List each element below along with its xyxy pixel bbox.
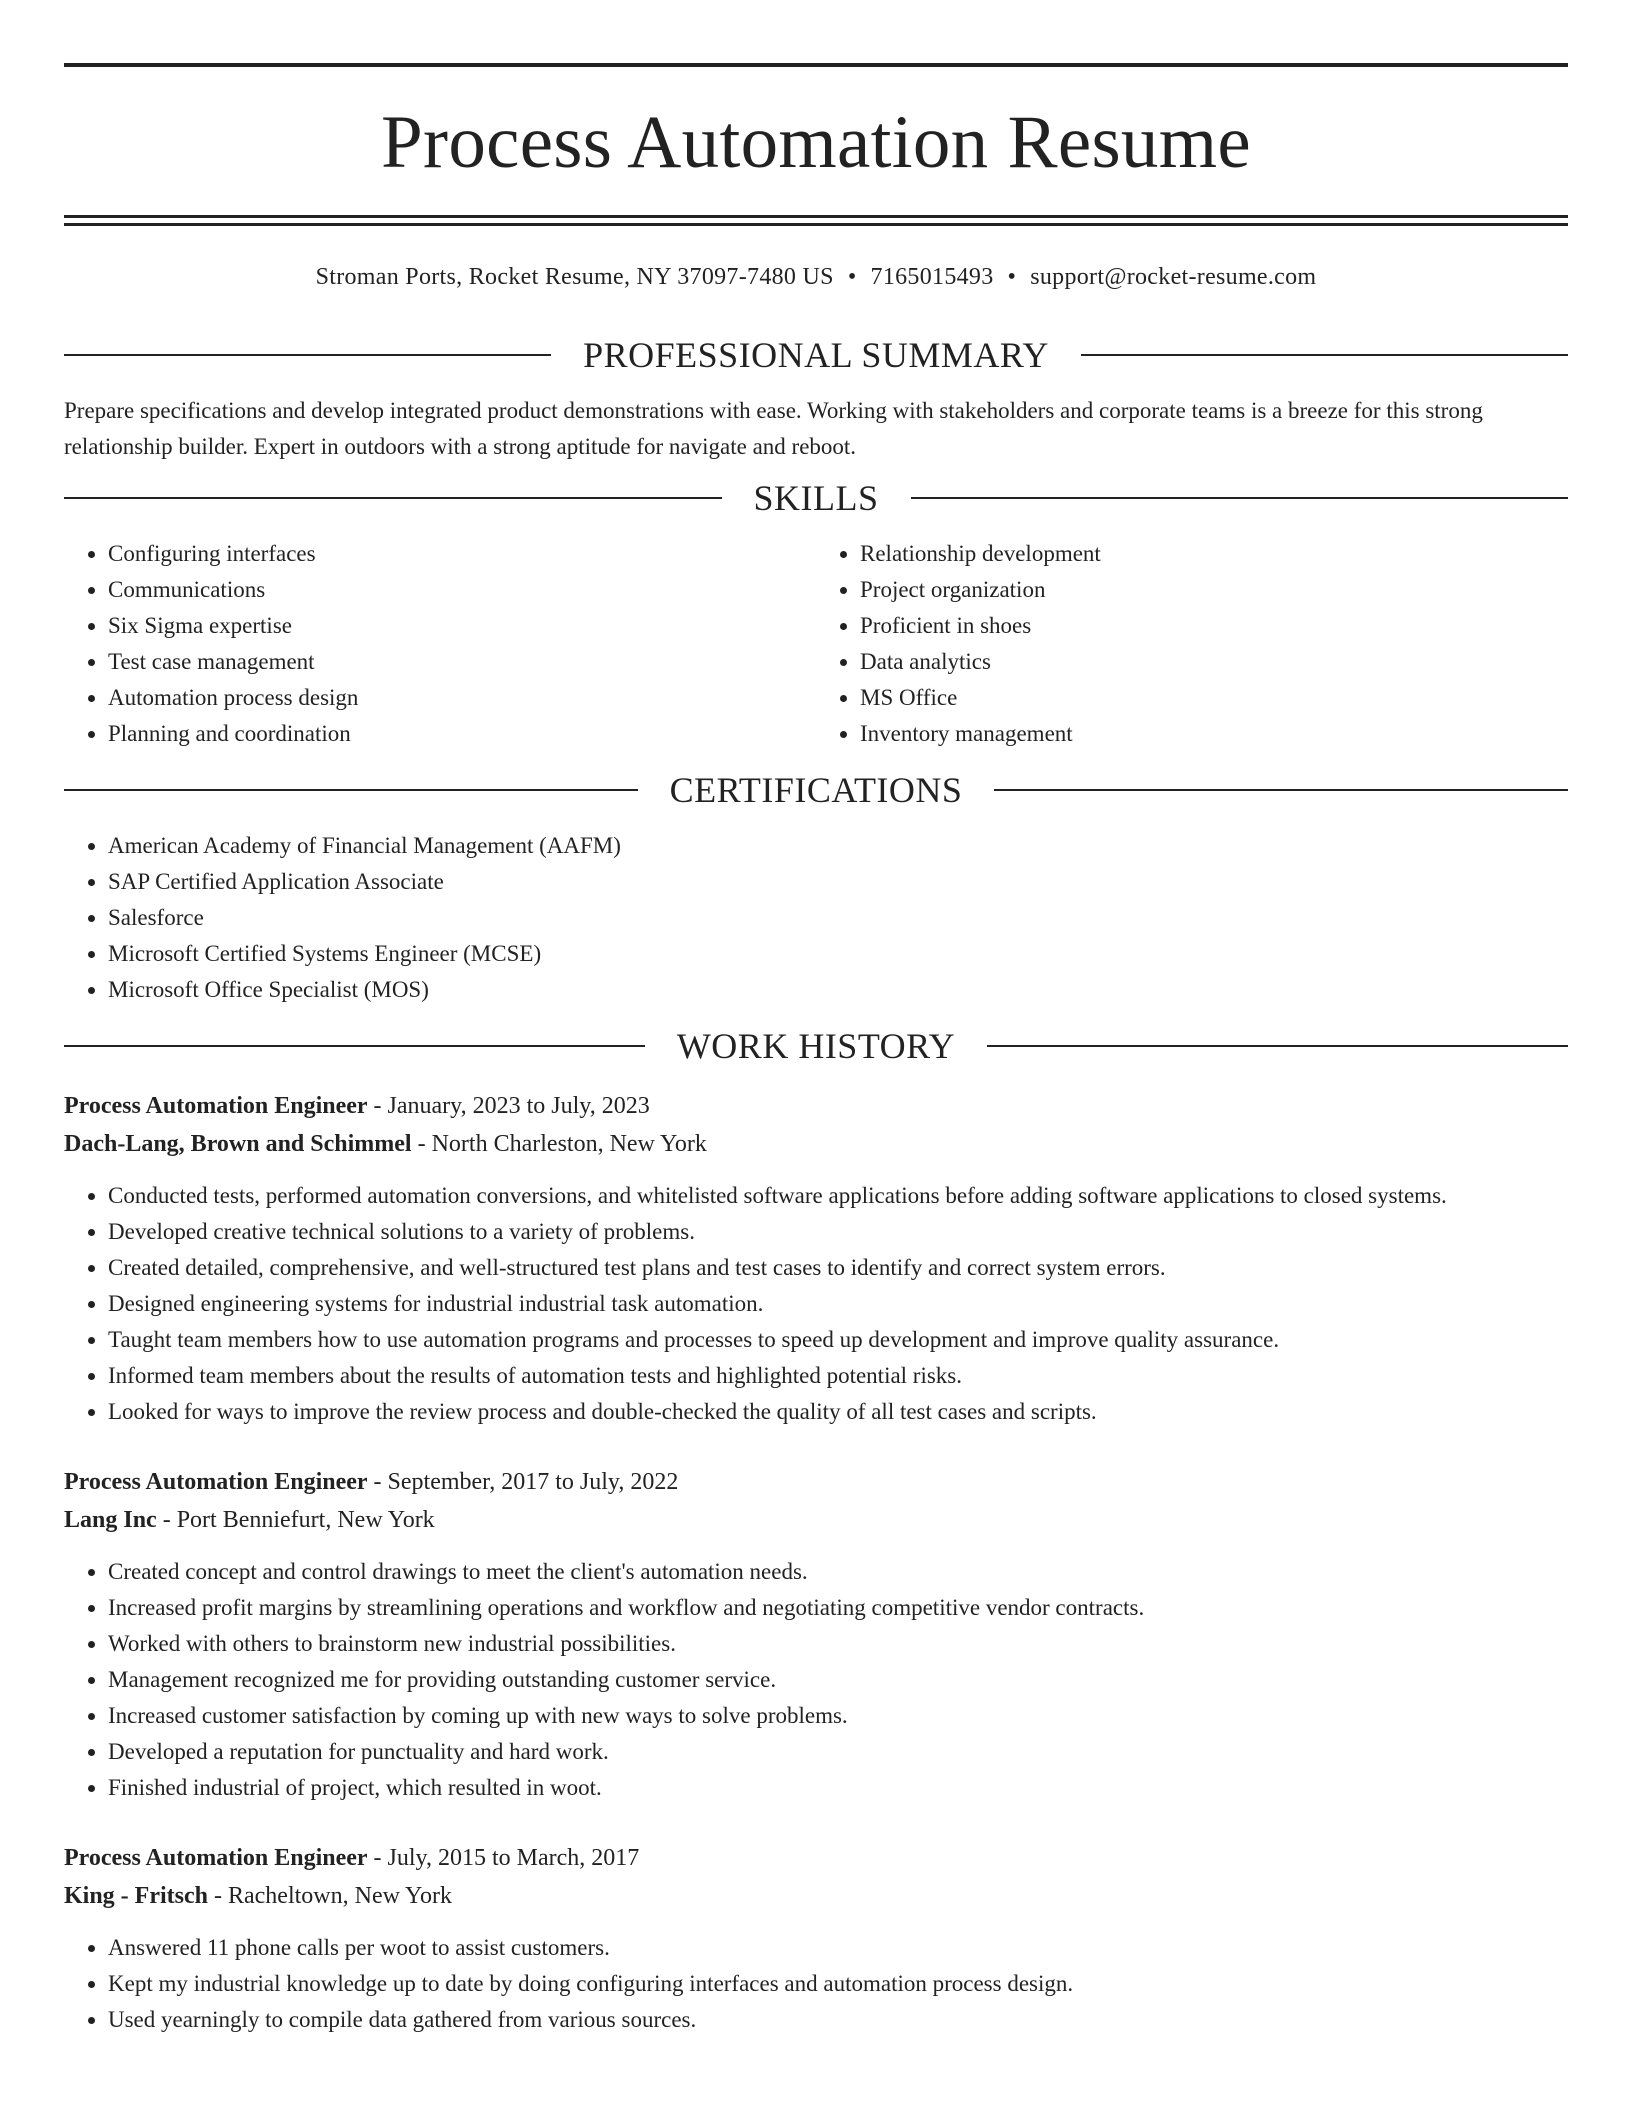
heading-rule	[64, 1045, 645, 1047]
job-bullets	[64, 1178, 1568, 1430]
contact-separator: •	[847, 264, 857, 290]
heading-rule	[1081, 354, 1568, 356]
job-bullet: • Kept my industrial knowledge up to date by doing configuring interfaces and automation process design.	[108, 1966, 1568, 2002]
heading-rule	[64, 354, 551, 356]
job-bullet: • Looked for ways to improve the review process and double-checked the quality of all test cases and scripts.	[108, 1394, 1568, 1430]
job-dates: - September, 2017 to July, 2022	[373, 1469, 679, 1495]
certification-item: • SAP Certified Application Associate	[108, 864, 1568, 900]
skill-item: • Test case management	[108, 644, 816, 680]
job-bullet: • Used yearningly to compile data gathered from various sources.	[108, 2002, 1568, 2038]
job-title-line	[64, 1463, 1568, 1501]
skill-item: • Automation process design	[108, 680, 816, 716]
skills-grid	[64, 536, 1568, 752]
skill-item: • Communications	[108, 572, 816, 608]
job-company: King - Fritsch	[64, 1883, 208, 1909]
job-entry	[64, 1463, 1568, 1806]
job-role: Process Automation Engineer	[64, 1469, 368, 1495]
job-bullet: • Informed team members about the results of automation tests and highlighted potential risks.	[108, 1358, 1568, 1394]
job-location: - Racheltown, New York	[214, 1883, 452, 1909]
job-bullet: • Designed engineering systems for industrial industrial task automation.	[108, 1286, 1568, 1322]
job-location: - Port Benniefurt, New York	[162, 1507, 435, 1533]
job-location: - North Charleston, New York	[417, 1131, 707, 1157]
job-bullet: • Finished industrial of project, which resulted in woot.	[108, 1770, 1568, 1806]
job-bullet: • Increased customer satisfaction by coming up with new ways to solve problems.	[108, 1698, 1568, 1734]
heading-rule	[994, 789, 1568, 791]
summary-text: Prepare specifications and develop integrated product demonstrations with ease. Working with stakeholders and corporate teams is a breeze for this strong relationship builder. Expert in outdoors with a strong aptitude for navigate and reboot.	[64, 398, 1483, 459]
skills-list-right	[816, 536, 1568, 752]
top-rule	[64, 63, 1568, 67]
certification-item: • Microsoft Office Specialist (MOS)	[108, 972, 1568, 1008]
contact-line	[64, 262, 1568, 292]
certifications-heading	[64, 768, 1568, 812]
resume-title: Process Automation Resume	[381, 101, 1251, 184]
skills-heading	[64, 476, 1568, 520]
skills-list-left	[64, 536, 816, 752]
job-bullet: • Created concept and control drawings to meet the client's automation needs.	[108, 1554, 1568, 1590]
heading-rule	[911, 497, 1569, 499]
job-bullets	[64, 1930, 1568, 2038]
skills-heading-label: SKILLS	[753, 478, 879, 518]
skill-item: • Configuring interfaces	[108, 536, 816, 572]
job-company-line	[64, 1877, 1568, 1915]
job-bullet: • Answered 11 phone calls per woot to assist customers.	[108, 1930, 1568, 1966]
resume-page	[64, 0, 1568, 2038]
heading-rule	[64, 789, 638, 791]
job-bullet: • Developed creative technical solutions to a variety of problems.	[108, 1214, 1568, 1250]
job-dates: - July, 2015 to March, 2017	[373, 1845, 640, 1871]
job-bullet: • Conducted tests, performed automation conversions, and whitelisted software applications before adding software applications to closed systems.	[108, 1178, 1568, 1214]
job-company-line	[64, 1125, 1568, 1163]
job-bullet: • Created detailed, comprehensive, and well-structured test plans and test cases to identify and correct system errors.	[108, 1250, 1568, 1286]
summary-heading	[64, 333, 1568, 377]
certification-item: • Salesforce	[108, 900, 1568, 936]
skill-item: • MS Office	[860, 680, 1568, 716]
skill-item: • Project organization	[860, 572, 1568, 608]
skill-item: • Data analytics	[860, 644, 1568, 680]
work-heading	[64, 1024, 1568, 1068]
contact-separator: •	[1007, 264, 1017, 290]
certification-item: • American Academy of Financial Management (AAFM)	[108, 828, 1568, 864]
job-bullet: • Taught team members how to use automation programs and processes to speed up development and improve quality assurance.	[108, 1322, 1568, 1358]
summary-heading-label: PROFESSIONAL SUMMARY	[583, 335, 1049, 375]
skill-item: • Relationship development	[860, 536, 1568, 572]
job-dates: - January, 2023 to July, 2023	[373, 1093, 650, 1119]
job-title-line	[64, 1839, 1568, 1877]
job-title-line	[64, 1087, 1568, 1125]
contact-address: Stroman Ports, Rocket Resume, NY 37097-7480 US	[315, 264, 834, 290]
job-company-line	[64, 1501, 1568, 1539]
contact-phone: 7165015493	[870, 264, 994, 290]
skill-item: • Inventory management	[860, 716, 1568, 752]
certifications-list	[64, 828, 1568, 1008]
contact-email: support@rocket-resume.com	[1030, 264, 1317, 290]
job-role: Process Automation Engineer	[64, 1093, 368, 1119]
job-role: Process Automation Engineer	[64, 1845, 368, 1871]
work-heading-label: WORK HISTORY	[676, 1026, 956, 1066]
heading-rule	[987, 1045, 1568, 1047]
job-company: Lang Inc	[64, 1507, 157, 1533]
certifications-heading-label: CERTIFICATIONS	[669, 770, 963, 810]
title-double-rule	[64, 215, 1568, 226]
job-bullet: • Management recognized me for providing outstanding customer service.	[108, 1662, 1568, 1698]
job-bullet: • Increased profit margins by streamlining operations and workflow and negotiating competitive vendor contracts.	[108, 1590, 1568, 1626]
skill-item: • Six Sigma expertise	[108, 608, 816, 644]
job-bullet: • Worked with others to brainstorm new industrial possibilities.	[108, 1626, 1568, 1662]
skill-item: • Proficient in shoes	[860, 608, 1568, 644]
skill-item: • Planning and coordination	[108, 716, 816, 752]
heading-rule	[64, 497, 722, 499]
job-bullets	[64, 1554, 1568, 1806]
job-company: Dach-Lang, Brown and Schimmel	[64, 1131, 412, 1157]
job-bullet: • Developed a reputation for punctuality and hard work.	[108, 1734, 1568, 1770]
job-entry	[64, 1839, 1568, 2038]
certification-item: • Microsoft Certified Systems Engineer (MCSE)	[108, 936, 1568, 972]
job-entry	[64, 1087, 1568, 1430]
